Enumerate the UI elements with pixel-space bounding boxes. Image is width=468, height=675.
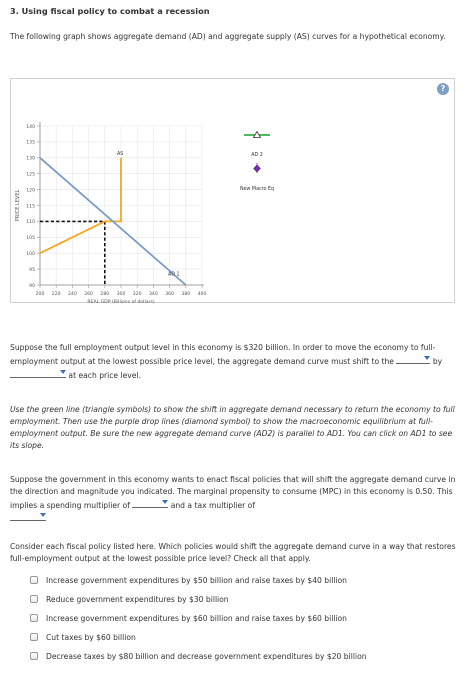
para-policies: Consider each fiscal policy listed here. Which policies would shift the aggregate demand curve in a way that restores full-employment output at the lowest possible price level? Check all that apply. [10, 542, 456, 563]
policy-option-label: Reduce government expenditures by $30 billion [46, 595, 229, 604]
question-intro: The following graph shows aggregate demand (AD) and aggregate supply (AS) curves for a hypothetical economy. [10, 32, 446, 41]
x-axis-label: REAL GDP (Billions of dollars) [87, 300, 155, 304]
x-tick-label: 280 [100, 292, 110, 297]
y-tick-label: 125 [26, 172, 35, 178]
para-multipliers: Suppose the government in this economy wants to enact fiscal policies that will shift the aggregate demand curve in the direction and magnitude you indicated. The marginal propensity to consume (MPC) in this economy is 0.50. This implies a spending multiplier of and a tax multiplier of [10, 475, 456, 510]
x-tick-label: 320 [132, 292, 142, 297]
x-tick-label: 400 [197, 292, 207, 297]
y-tick-label: 115 [26, 204, 35, 210]
para-full-employment: Suppose the full employment output level in this economy is $320 billion. In order to move the economy to full-employment output at the lowest possible price level, the aggregate demand curve must shift to the by at each price level. [10, 343, 443, 380]
checkbox[interactable] [30, 633, 38, 641]
x-tick-label: 360 [165, 292, 174, 297]
ad-as-chart [11, 79, 456, 304]
checkbox[interactable] [30, 576, 38, 584]
para-graph-instructions: Use the green line (triangle symbols) to show the shift in aggregate demand necessary to return the economy to full employment. Then use the purple drop lines (diamond symbol) to show the macroeconomic equilibrium at full-employment output. Be sure the new aggregate demand curve (AD2) is parallel to AD1. You can click on AD1 to see its slope. [10, 405, 455, 450]
tax-multiplier-dropdown[interactable] [10, 511, 46, 521]
policy-option-label: Increase government expenditures by $50 billion and raise taxes by $40 billion [46, 576, 347, 585]
x-tick-label: 200 [35, 292, 45, 297]
direction-dropdown[interactable] [396, 354, 430, 364]
x-tick-label: 380 [181, 292, 191, 297]
diamond-icon [254, 165, 261, 172]
policy-option-label: Cut taxes by $60 billion [46, 633, 136, 642]
policy-option-label: Increase government expenditures by $60 billion and raise taxes by $60 billion [46, 614, 347, 623]
y-tick-label: 105 [26, 236, 35, 242]
as-label: AS [117, 151, 124, 157]
ad2-tool-label: AD 2 [251, 153, 263, 158]
y-tick-label: 120 [26, 188, 35, 194]
y-tick-label: 110 [26, 220, 35, 226]
y-tick-label: 100 [26, 252, 35, 257]
x-tick-label: 240 [68, 292, 77, 297]
y-tick-label: 95 [29, 267, 35, 273]
y-axis-label: PRICE LEVEL [15, 189, 21, 222]
checkbox[interactable] [30, 652, 38, 660]
y-tick-label: 140 [26, 124, 35, 130]
checkbox[interactable] [30, 614, 38, 622]
policy-option-label: Decrease taxes by $80 billion and decrease government expenditures by $20 billion [46, 652, 367, 661]
x-tick-label: 300 [116, 292, 126, 297]
graph-panel [10, 78, 455, 303]
checkbox[interactable] [30, 595, 38, 603]
ad1-label: AD 1 [167, 272, 180, 278]
y-tick-label: 135 [26, 140, 35, 146]
x-tick-label: 220 [51, 292, 61, 297]
x-tick-label: 260 [84, 292, 93, 297]
y-tick-label: 90 [29, 283, 35, 289]
help-icon[interactable]: ? [437, 83, 449, 95]
amount-dropdown[interactable] [10, 368, 66, 378]
new-eq-tool-label: New Macro Eq [239, 187, 275, 192]
question-title: 3. Using fiscal policy to combat a recession [10, 6, 210, 16]
x-tick-label: 340 [149, 292, 158, 297]
y-tick-label: 130 [26, 156, 35, 162]
spending-multiplier-dropdown[interactable] [132, 498, 168, 508]
